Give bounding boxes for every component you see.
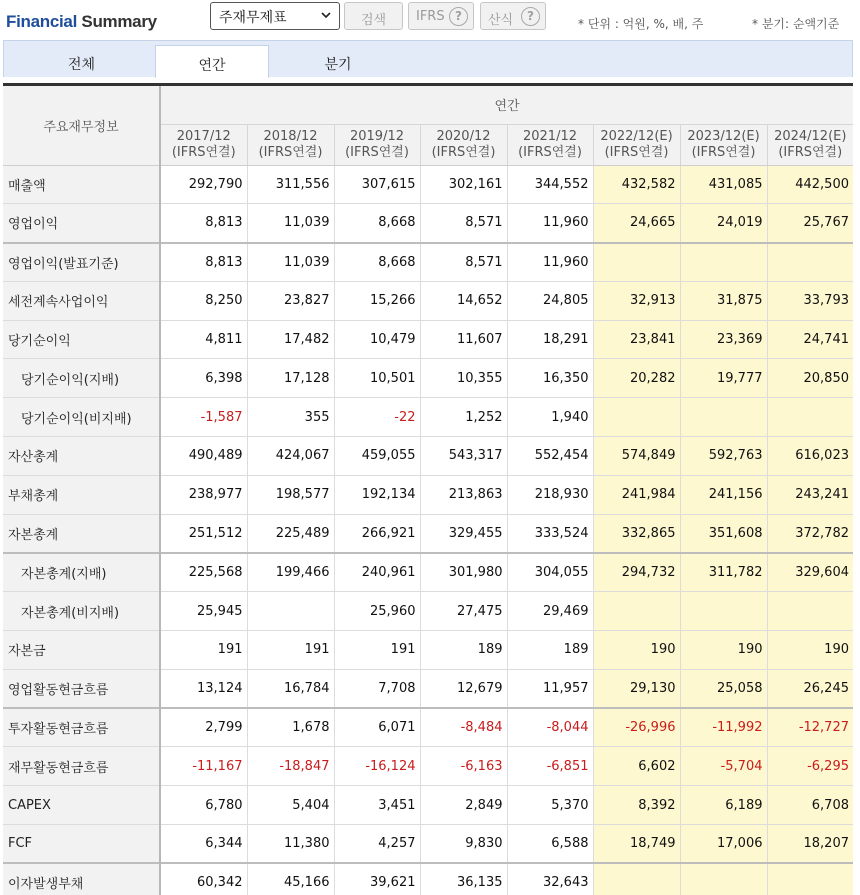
value-cell: 23,827 [247, 281, 334, 320]
table-row [3, 786, 853, 825]
value-cell: 5,404 [247, 786, 334, 825]
value-cell: 616,023 [767, 437, 853, 476]
value-cell: 60,342 [160, 863, 247, 895]
row-label: FCF [3, 825, 160, 864]
row-label: 세전계속사업이익 [3, 281, 160, 320]
period-basis: (IFRS연결) [171, 144, 236, 160]
row-label: 매출액 [3, 165, 160, 204]
table-row [3, 359, 853, 398]
value-cell: 4,811 [160, 320, 247, 359]
value-cell [593, 398, 680, 437]
question-icon: ? [521, 7, 540, 26]
row-label: 자산총계 [3, 437, 160, 476]
value-cell: 574,849 [593, 437, 680, 476]
period-year: 2021/12 [522, 128, 577, 144]
period-year: 2018/12 [263, 128, 318, 144]
period-year: 2020/12 [436, 128, 491, 144]
table-row [3, 165, 853, 204]
row-label: 자본총계(비지배) [3, 592, 160, 631]
value-cell: 1,678 [247, 708, 334, 747]
value-cell: 11,960 [507, 204, 593, 243]
row-label: 자본금 [3, 631, 160, 670]
value-cell: 17,128 [247, 359, 334, 398]
row-label: 이자발생부채 [3, 863, 160, 895]
value-cell: 225,568 [160, 553, 247, 592]
value-cell: 191 [247, 631, 334, 670]
value-cell: -12,727 [767, 708, 853, 747]
value-cell: 29,130 [593, 669, 680, 708]
table-row [3, 631, 853, 670]
value-cell [593, 592, 680, 631]
value-cell: -6,295 [767, 747, 853, 786]
value-cell: 26,245 [767, 669, 853, 708]
value-cell: 16,784 [247, 669, 334, 708]
value-cell: 241,156 [680, 475, 767, 514]
value-cell: 240,961 [334, 553, 420, 592]
row-label: 영업이익 [3, 204, 160, 243]
period-year: 2019/12 [349, 128, 404, 144]
period-header [160, 124, 247, 165]
statement-type-select[interactable] [210, 2, 340, 30]
value-cell [767, 398, 853, 437]
value-cell: 24,019 [680, 204, 767, 243]
value-cell: 302,161 [420, 165, 507, 204]
value-cell: 24,741 [767, 320, 853, 359]
value-cell: 8,250 [160, 281, 247, 320]
value-cell: 241,984 [593, 475, 680, 514]
value-cell: 25,767 [767, 204, 853, 243]
value-cell: 18,291 [507, 320, 593, 359]
value-cell: 6,189 [680, 786, 767, 825]
period-header [507, 124, 593, 165]
value-cell [593, 243, 680, 282]
period-year: 2017/12 [176, 128, 231, 144]
value-cell: 17,482 [247, 320, 334, 359]
value-cell: 238,977 [160, 475, 247, 514]
formula-label: 산식 [488, 13, 514, 28]
value-cell: 20,850 [767, 359, 853, 398]
value-cell [247, 592, 334, 631]
row-label: 영업활동현금흐름 [3, 669, 160, 708]
value-cell: 3,451 [334, 786, 420, 825]
value-cell: 1,252 [420, 398, 507, 437]
value-cell: 32,913 [593, 281, 680, 320]
value-cell: 9,830 [420, 825, 507, 864]
row-label: 당기순이익(지배) [3, 359, 160, 398]
period-basis: (IFRS연결) [691, 144, 756, 160]
value-cell: 307,615 [334, 165, 420, 204]
table-row [3, 669, 853, 708]
value-cell: -26,996 [593, 708, 680, 747]
table-row [3, 708, 853, 747]
value-cell: 11,039 [247, 243, 334, 282]
value-cell: 14,652 [420, 281, 507, 320]
value-cell: 190 [767, 631, 853, 670]
group-header: 연간 [160, 86, 853, 124]
period-basis: (IFRS연결) [604, 144, 669, 160]
value-cell [593, 863, 680, 895]
value-cell: 25,945 [160, 592, 247, 631]
table-row [3, 747, 853, 786]
value-cell: 11,957 [507, 669, 593, 708]
row-label: 영업이익(발표기준) [3, 243, 160, 282]
value-cell: 12,679 [420, 669, 507, 708]
value-cell [767, 863, 853, 895]
value-cell: 20,282 [593, 359, 680, 398]
value-cell: 33,793 [767, 281, 853, 320]
value-cell: 11,039 [247, 204, 334, 243]
value-cell: -8,484 [420, 708, 507, 747]
value-cell: 6,602 [593, 747, 680, 786]
value-cell: 24,805 [507, 281, 593, 320]
value-cell: 45,166 [247, 863, 334, 895]
value-cell: 459,055 [334, 437, 420, 476]
value-cell: 6,344 [160, 825, 247, 864]
value-cell: -16,124 [334, 747, 420, 786]
value-cell: 218,930 [507, 475, 593, 514]
row-label: 투자활동현금흐름 [3, 708, 160, 747]
period-header [767, 124, 853, 165]
value-cell: 490,489 [160, 437, 247, 476]
value-cell: 6,780 [160, 786, 247, 825]
value-cell: 8,571 [420, 204, 507, 243]
value-cell: 329,604 [767, 553, 853, 592]
value-cell [767, 592, 853, 631]
period-basis: (IFRS연결) [518, 144, 582, 160]
value-cell: 10,501 [334, 359, 420, 398]
value-cell: 5,370 [507, 786, 593, 825]
value-cell: 24,665 [593, 204, 680, 243]
value-cell: 189 [507, 631, 593, 670]
value-cell: 552,454 [507, 437, 593, 476]
value-cell: 8,392 [593, 786, 680, 825]
value-cell: -8,044 [507, 708, 593, 747]
value-cell: 311,782 [680, 553, 767, 592]
value-cell: 16,350 [507, 359, 593, 398]
value-cell: 39,621 [334, 863, 420, 895]
value-cell: 191 [334, 631, 420, 670]
value-cell: 251,512 [160, 514, 247, 553]
value-cell: -6,851 [507, 747, 593, 786]
table-row [3, 320, 853, 359]
value-cell: -11,167 [160, 747, 247, 786]
period-header [593, 124, 680, 165]
table-row [3, 204, 853, 243]
value-cell [680, 863, 767, 895]
value-cell: 431,085 [680, 165, 767, 204]
value-cell: 29,469 [507, 592, 593, 631]
value-cell: 351,608 [680, 514, 767, 553]
value-cell: 372,782 [767, 514, 853, 553]
value-cell: 19,777 [680, 359, 767, 398]
period-basis: (IFRS연결) [345, 144, 409, 160]
value-cell [680, 398, 767, 437]
value-cell: 6,071 [334, 708, 420, 747]
value-cell: 190 [680, 631, 767, 670]
value-cell: 294,732 [593, 553, 680, 592]
question-icon: ? [449, 7, 468, 26]
table-row [3, 825, 853, 864]
statement-type-value: 주재무제표 [219, 10, 287, 26]
value-cell: 27,475 [420, 592, 507, 631]
value-cell: 355 [247, 398, 334, 437]
table-row [3, 398, 853, 437]
value-cell: 213,863 [420, 475, 507, 514]
value-cell: 301,980 [420, 553, 507, 592]
value-cell: -18,847 [247, 747, 334, 786]
ifrs-label: IFRS [416, 9, 445, 24]
value-cell: -1,587 [160, 398, 247, 437]
value-cell: 8,813 [160, 243, 247, 282]
chevron-down-icon [321, 10, 331, 20]
period-header [680, 124, 767, 165]
value-cell: 25,960 [334, 592, 420, 631]
table-row [3, 281, 853, 320]
value-cell: 432,582 [593, 165, 680, 204]
period-header [247, 124, 334, 165]
title-financial: Financial [6, 12, 77, 31]
value-cell: 8,813 [160, 204, 247, 243]
row-label: 자본총계 [3, 514, 160, 553]
value-cell: 6,708 [767, 786, 853, 825]
value-cell: 424,067 [247, 437, 334, 476]
value-cell: 8,668 [334, 204, 420, 243]
value-cell: 4,257 [334, 825, 420, 864]
value-cell: 190 [593, 631, 680, 670]
value-cell: 199,466 [247, 553, 334, 592]
header [0, 0, 860, 40]
row-label: 당기순이익 [3, 320, 160, 359]
value-cell [680, 592, 767, 631]
value-cell: 1,940 [507, 398, 593, 437]
period-basis: (IFRS연결) [431, 144, 496, 160]
value-cell: 225,489 [247, 514, 334, 553]
title-summary: Summary [77, 12, 157, 31]
value-cell: 592,763 [680, 437, 767, 476]
value-cell: 10,355 [420, 359, 507, 398]
value-cell: 17,006 [680, 825, 767, 864]
value-cell: 8,571 [420, 243, 507, 282]
value-cell: 13,124 [160, 669, 247, 708]
value-cell: 25,058 [680, 669, 767, 708]
value-cell: 11,607 [420, 320, 507, 359]
value-cell: 2,849 [420, 786, 507, 825]
value-cell: 8,668 [334, 243, 420, 282]
value-cell: 311,556 [247, 165, 334, 204]
value-cell: 543,317 [420, 437, 507, 476]
period-header [420, 124, 507, 165]
period-year: 2022/12(E) [600, 128, 673, 144]
value-cell: 192,134 [334, 475, 420, 514]
value-cell: 329,455 [420, 514, 507, 553]
value-cell: 18,749 [593, 825, 680, 864]
row-label: CAPEX [3, 786, 160, 825]
period-header [334, 124, 420, 165]
value-cell: 266,921 [334, 514, 420, 553]
period-year: 2024/12(E) [774, 128, 847, 144]
row-label: 부채총계 [3, 475, 160, 514]
value-cell: 6,398 [160, 359, 247, 398]
table-row [3, 437, 853, 476]
period-basis: (IFRS연결) [778, 144, 843, 160]
value-cell: -6,163 [420, 747, 507, 786]
value-cell: 332,865 [593, 514, 680, 553]
search-button[interactable]: 검색 [344, 2, 403, 30]
table-body [3, 165, 853, 895]
table-row [3, 475, 853, 514]
financial-summary-table [3, 83, 853, 895]
period-basis: (IFRS연결) [258, 144, 323, 160]
value-cell: 189 [420, 631, 507, 670]
value-cell: -11,992 [680, 708, 767, 747]
value-cell: 6,588 [507, 825, 593, 864]
value-cell: 18,207 [767, 825, 853, 864]
value-cell: 191 [160, 631, 247, 670]
period-year: 2023/12(E) [687, 128, 760, 144]
table-row [3, 514, 853, 553]
value-cell: 11,380 [247, 825, 334, 864]
value-cell: 31,875 [680, 281, 767, 320]
tab-all[interactable]: 전체 [67, 57, 96, 73]
table-row [3, 243, 853, 282]
value-cell: 7,708 [334, 669, 420, 708]
period-tabs [3, 40, 853, 77]
value-cell [767, 243, 853, 282]
page-title [6, 12, 157, 32]
basis-note: * 분기: 순액기준 [752, 17, 840, 31]
row-label: 재무활동현금흐름 [3, 747, 160, 786]
value-cell: -22 [334, 398, 420, 437]
formula-help-button[interactable] [480, 2, 546, 30]
value-cell: 243,241 [767, 475, 853, 514]
tab-annual[interactable]: 연간 [155, 45, 269, 78]
value-cell: 292,790 [160, 165, 247, 204]
value-cell: 23,369 [680, 320, 767, 359]
value-cell: 333,524 [507, 514, 593, 553]
value-cell: 198,577 [247, 475, 334, 514]
value-cell: 10,479 [334, 320, 420, 359]
tab-quarter[interactable]: 분기 [324, 57, 352, 73]
value-cell: -5,704 [680, 747, 767, 786]
row-label: 자본총계(지배) [3, 553, 160, 592]
table-row [3, 592, 853, 631]
value-cell: 23,841 [593, 320, 680, 359]
value-cell: 442,500 [767, 165, 853, 204]
value-cell: 11,960 [507, 243, 593, 282]
main-header: 주요재무정보 [3, 86, 160, 165]
row-label: 당기순이익(비지배) [3, 398, 160, 437]
value-cell: 15,266 [334, 281, 420, 320]
value-cell: 32,643 [507, 863, 593, 895]
value-cell: 304,055 [507, 553, 593, 592]
value-cell: 344,552 [507, 165, 593, 204]
ifrs-help-button[interactable] [408, 2, 474, 30]
value-cell: 2,799 [160, 708, 247, 747]
unit-note: * 단위 : 억원, %, 배, 주 [578, 17, 704, 31]
value-cell [680, 243, 767, 282]
value-cell: 36,135 [420, 863, 507, 895]
table-row [3, 863, 853, 895]
table-row [3, 553, 853, 592]
